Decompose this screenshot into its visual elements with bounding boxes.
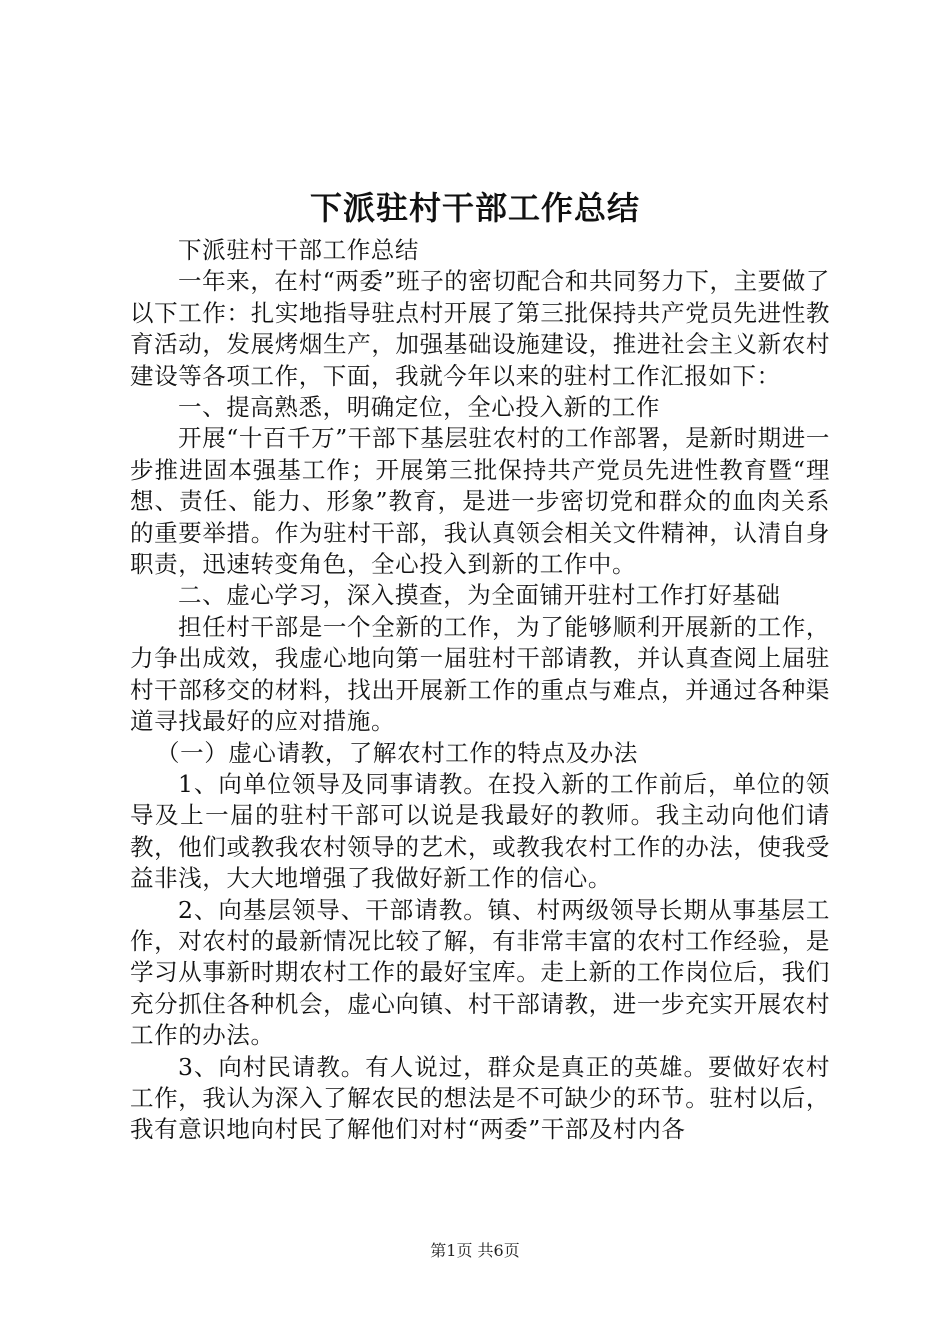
paragraph: 1、向单位领导及同事请教。在投入新的工作前后，单位的领导及上一届的驻村干部可以说是我最好的教师。我主动向他们请教，他们或教我农村领导的艺术，或教我农村工作的办法，使我受益非浅，大大地增强了我做好新工作的信心。 [130, 769, 830, 893]
paragraph: 一年来，在村“两委”班子的密切配合和共同努力下，主要做了以下工作：扎实地指导驻点村开展了第三批保持共产党员先进性教育活动，发展烤烟生产，加强基础设施建设，推进社会主义新农村建设等各项工作，下面，我就今年以来的驻村工作汇报如下： [130, 267, 830, 390]
document-title: 下派驻村干部工作总结 [309, 189, 640, 227]
paragraph: 下派驻村干部工作总结 [178, 236, 419, 264]
paragraph: 开展“十百千万”干部下基层驻农村的工作部署，是新时期进一步推进固本强基工作；开展第三批保持共产党员先进性教育暨“理想、责任、能力、形象”教育，是进一步密切党和群众的血肉关系的重要举措。作为驻村干部，我认真领会相关文件精神，认清自身职责，迅速转变角色，全心投入到新的工作中。 [130, 424, 830, 579]
subsection-heading: （一）虚心请教，了解农村工作的特点及办法 [156, 738, 638, 767]
paragraph: 3、向村民请教。有人说过，群众是真正的英雄。要做好农村工作，我认为深入了解农民的想法是不可缺少的环节。驻村以后，我有意识地向村民了解他们对村“两委”干部及村内各 [130, 1052, 830, 1144]
page-footer: 第1页 共6页 [430, 1241, 520, 1260]
document-body [130, 235, 830, 1146]
paragraph: 担任村干部是一个全新的工作，为了能够顺利开展新的工作，力争出成效，我虚心地向第一届驻村干部请教，并认真查阅上届驻村干部移交的材料，找出开展新工作的重点与难点，并通过各种渠道寻找最好的应对措施。 [130, 612, 830, 736]
section-heading: 一、提高熟悉，明确定位，全心投入新的工作 [178, 393, 660, 422]
section-heading: 二、虚心学习，深入摸查，为全面铺开驻村工作打好基础 [178, 581, 781, 610]
paragraph: 2、向基层领导、干部请教。镇、村两级领导长期从事基层工作，对农村的最新情况比较了解，有非常丰富的农村工作经验，是学习从事新时期农村工作的最好宝库。走上新的工作岗位后，我们充分抓住各种机会，虚心向镇、村干部请教，进一步充实开展农村工作的办法。 [130, 895, 830, 1050]
